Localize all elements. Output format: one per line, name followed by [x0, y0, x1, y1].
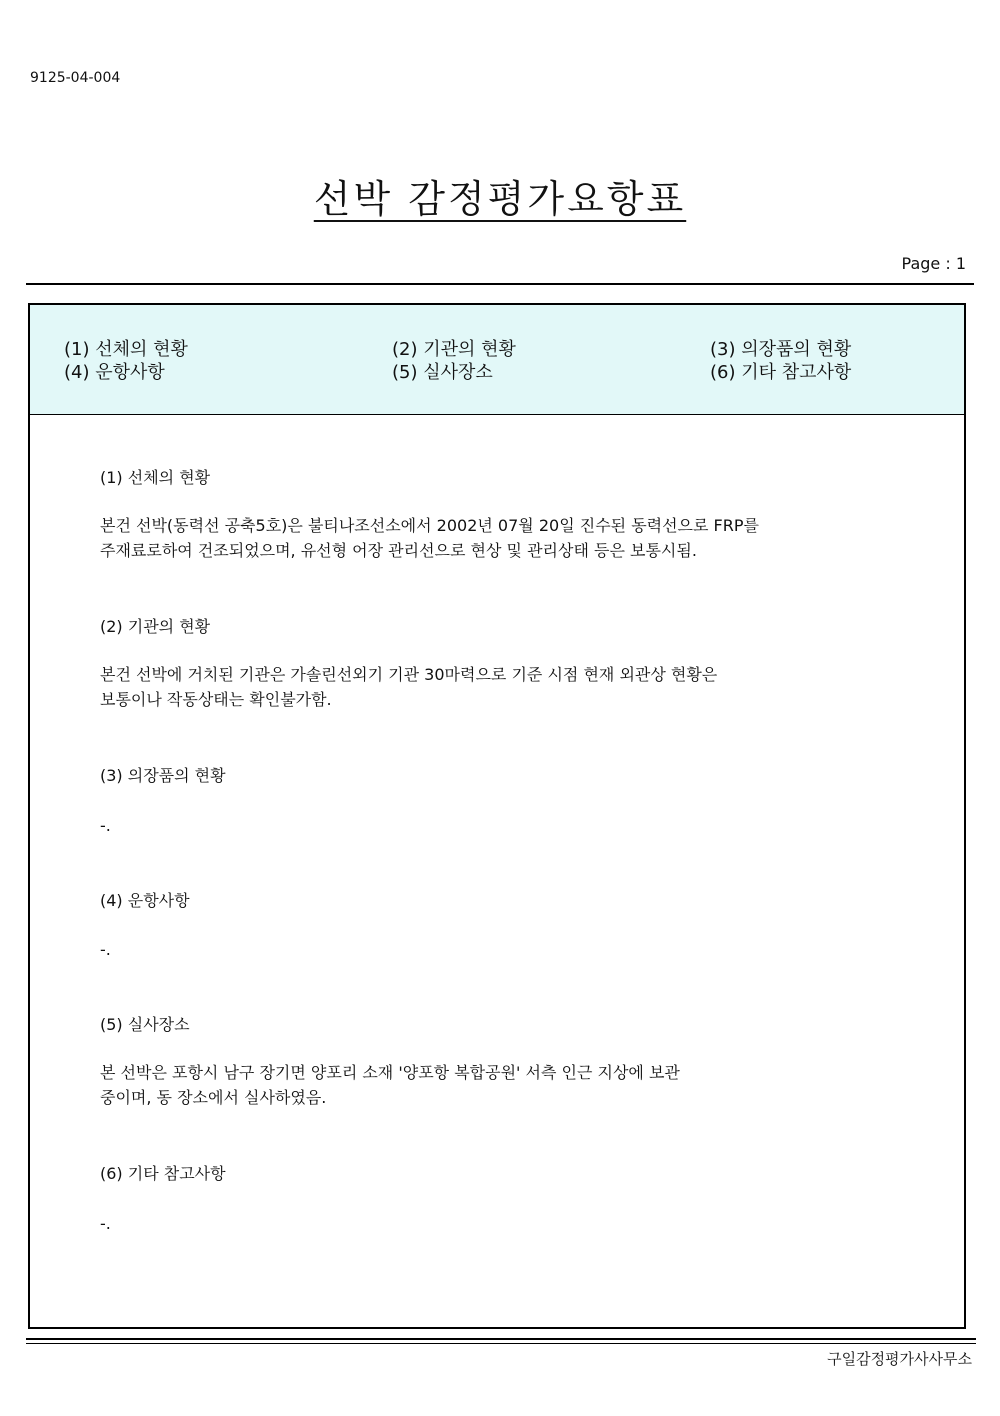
- section-heading-hull: (1) 선체의 현황: [100, 468, 211, 487]
- toc-item-equipment: (3) 의장품의 현황: [710, 339, 852, 360]
- toc-item-inspection-site: (5) 실사장소: [392, 362, 493, 383]
- section-body-inspection-site: 본 선박은 포항시 남구 장기면 양포리 소재 '양포항 복합공원' 서측 인근 지상에 보관 중이며, 동 장소에서 실사하였음.: [100, 1063, 680, 1107]
- section-body-hull: 본건 선박(동력선 공축5호)은 불티나조선소에서 2002년 07월 20일 진수된 동력선으로 FRP를 주재료로하여 건조되었으며, 유선형 어장 관리선으로 현상 및 관리상태 등은 보통시됨.: [100, 516, 759, 560]
- content-frame: [28, 303, 966, 1329]
- bottom-divider: [26, 1338, 976, 1340]
- table-of-contents: [30, 305, 964, 415]
- section-heading-engine: (2) 기관의 현황: [100, 617, 211, 636]
- toc-item-other-notes: (6) 기타 참고사항: [710, 362, 852, 383]
- top-divider: [26, 283, 974, 285]
- section-heading-operation: (4) 운항사항: [100, 891, 190, 910]
- document-id: 9125-04-004: [30, 70, 121, 86]
- toc-item-engine: (2) 기관의 현황: [392, 339, 516, 360]
- section-body-other-notes: -.: [100, 1214, 111, 1233]
- toc-item-operation: (4) 운항사항: [64, 362, 165, 383]
- office-name-footer: 구일감정평가사사무소: [827, 1350, 972, 1368]
- section-body-engine: 본건 선박에 거치된 기관은 가솔린선외기 기관 30마력으로 기준 시점 현재 외관상 현황은 보통이나 작동상태는 확인불가함.: [100, 665, 718, 709]
- section-heading-inspection-site: (5) 실사장소: [100, 1015, 190, 1034]
- section-body-equipment: -.: [100, 816, 111, 835]
- page-title-text: 선박 감정평가요항표: [313, 177, 687, 221]
- section-body-operation: -.: [100, 940, 111, 959]
- bottom-divider-thin: [26, 1343, 976, 1344]
- section-heading-other-notes: (6) 기타 참고사항: [100, 1164, 226, 1183]
- section-heading-equipment: (3) 의장품의 현황: [100, 766, 226, 785]
- toc-item-hull: (1) 선체의 현황: [64, 339, 188, 360]
- page-title: [0, 168, 1000, 223]
- page-number: Page : 1: [901, 254, 966, 273]
